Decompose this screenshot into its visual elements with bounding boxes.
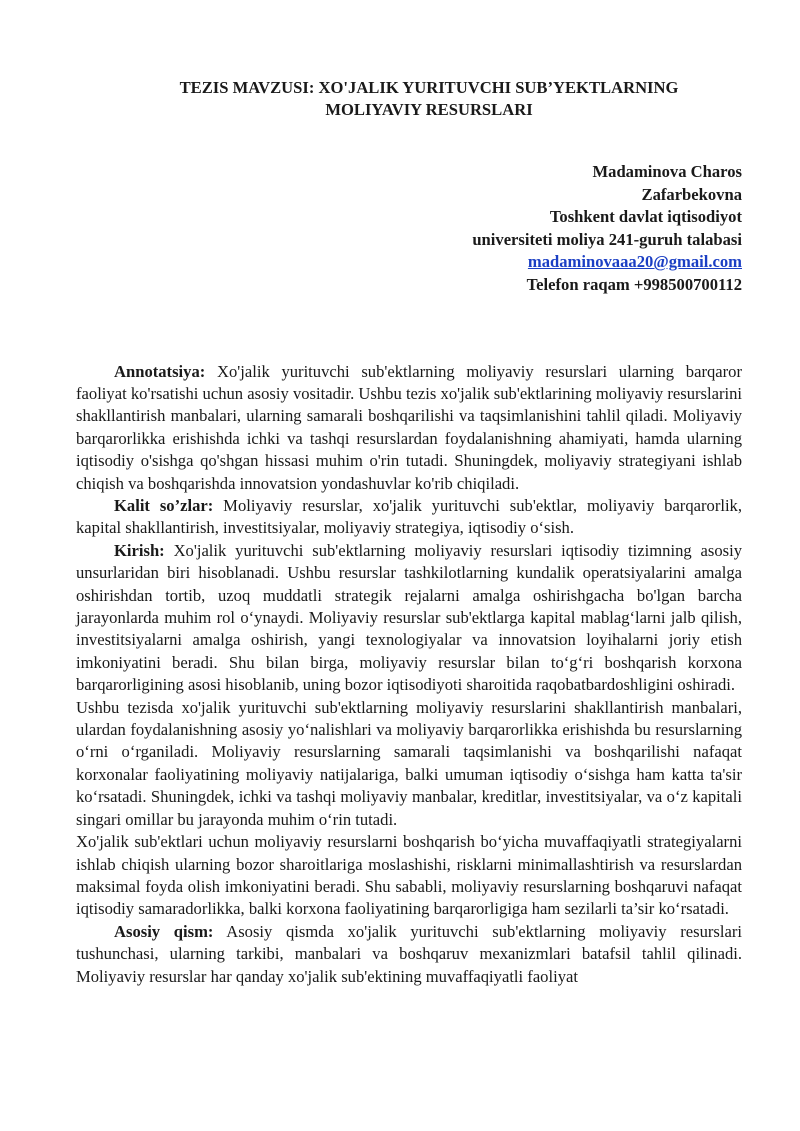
body-paragraph-3: Xo'jalik sub'ektlari uchun moliyaviy resurslarni boshqarish bo‘yicha muvaffaqiyatli strategiyalarni ishlab chiqish ularning bozor sharoitlariga moslashishi, risklarni minimallashtirish va resurslardan maksimal foyda olish imkoniyatini beradi. Shu sababli, moliyaviy resurslarning boshqaruvi nafaqat iqtisodiy samaradorlikka, balki korxona faoliyatining barqarorligiga ham sezilarli ta’sir ko‘rsatadi. bbox=[76, 832, 742, 919]
intro-paragraph bbox=[76, 540, 742, 697]
title-line-2: MOLIYAVIY RESURSLARI bbox=[325, 100, 533, 119]
main-part-text: Asosiy qismda xo'jalik yurituvchi sub'ektlarning moliyaviy resurslari tushunchasi, ularning tarkibi, manbalari va boshqaruv mexanizmlari batafsil tahlil qilinadi. Moliyaviy resurslar har qanday xo'jalik sub'ektining muvaffaqiyatli faoliyat bbox=[76, 921, 742, 986]
body-paragraph-2: Ushbu tezisda xo'jalik yurituvchi sub'ektlarning moliyaviy resurslarini shakllantirish manbalari, ulardan foydalanishning asosiy yo‘nalishlari va moliyaviy barqarorlikka erishishda bu resurslarning o‘rni o‘rganiladi. Moliyaviy resurslarning samarali taqsimlanishi va boshqarilishi nafaqat korxonalar faoliyatining moliyaviy natijalariga, balki umuman iqtisodiy o‘sishga ham katta ta'sir ko‘rsatadi. Shuningdek, ichki va tashqi moliyaviy manbalar, kreditlar, investitsiyalar, va o‘z kapitali singari omillar bu jarayonda muhim o‘rin tutadi. bbox=[76, 697, 742, 829]
intro-label: Kirish: bbox=[114, 540, 165, 560]
document-page bbox=[76, 0, 742, 988]
keywords-text: Moliyaviy resurslar, xo'jalik yurituvchi sub'ektlar, moliyaviy barqarorlik, kapital shakllantirish, investitsiyalar, moliyaviy strategiya, iqtisodiy o‘sish. bbox=[76, 496, 743, 538]
annotation-label: Annotatsiya: bbox=[114, 361, 206, 381]
author-name-line-1: Madaminova Charos bbox=[592, 162, 742, 181]
main-part-label: Asosiy qism: bbox=[114, 921, 214, 941]
author-affiliation-line-1: Toshkent davlat iqtisodiyot bbox=[549, 207, 742, 227]
keywords-label: Kalit so’zlar: bbox=[114, 496, 214, 515]
annotation-text: Xo'jalik yurituvchi sub'ektlarning moliyaviy resurslari ularning barqaror faoliyat ko'rsatishi uchun asosiy vositadir. Ushbu tezis xo'jalik sub'ektlarining moliyaviy resurslarini shakllantirish manbalari, ularning samarali boshqarilishi va taqsimlanishini tahlil qiladi. Moliyaviy barqarorlikka erishishda ichki va tashqi resurslardan foydalanishning ahamiyati, hamda ularning iqtisodiy o'sishga qo'shgan hissasi muhim o'rin tutadi. Shuningdek, moliyaviy strategiyani ishlab chiqish va boshqarishda innovatsion yondashuvlar ko'rib chiqiladi. bbox=[76, 361, 742, 493]
main-part-paragraph bbox=[76, 921, 742, 988]
keywords-paragraph bbox=[76, 495, 742, 540]
author-block bbox=[76, 161, 742, 297]
title-line-1: TEZIS MAVZUSI: XO'JALIK YURITUVCHI SUB’YEKTLARNING bbox=[179, 78, 679, 97]
intro-text: Xo'jalik yurituvchi sub'ektlarning moliyaviy resurslari iqtisodiy tizimning asosiy unsurlaridan biri hisoblanadi. Ushbu resurslar tashkilotlarning kundalik operatsiyalarini amalga oshirishdan tortib, uzoq muddatli strategik rejalarni amalga oshirishgacha bo'lgan barcha jarayonlarda muhim rol o‘ynaydi. Moliyaviy resurslar sub'ektlarga kapital mablag‘larni jalb qilish, investitsiyalarni amalga oshirish, yangi texnologiyalar va innovatsion loyihalarni joriy etish imkoniyatini beradi. Shu bilan birga, moliyaviy resurslar bilan to‘g‘ri boshqarish korxona barqarorligining asosi hisoblanib, uning bozor iqtisodiyoti sharoitida raqobatbardoshligini oshiradi. bbox=[76, 540, 742, 695]
annotation-paragraph bbox=[76, 361, 742, 495]
author-name-line-2: Zafarbekovna bbox=[641, 184, 742, 204]
author-email-row bbox=[76, 251, 742, 274]
author-phone: Telefon raqam +998500700112 bbox=[526, 274, 742, 294]
author-affiliation-line-2: universiteti moliya 241-guruh talabasi bbox=[472, 229, 742, 249]
document-body bbox=[76, 361, 742, 988]
author-email-link[interactable]: madaminovaaa20@gmail.com bbox=[527, 252, 742, 272]
thesis-title bbox=[76, 77, 742, 121]
